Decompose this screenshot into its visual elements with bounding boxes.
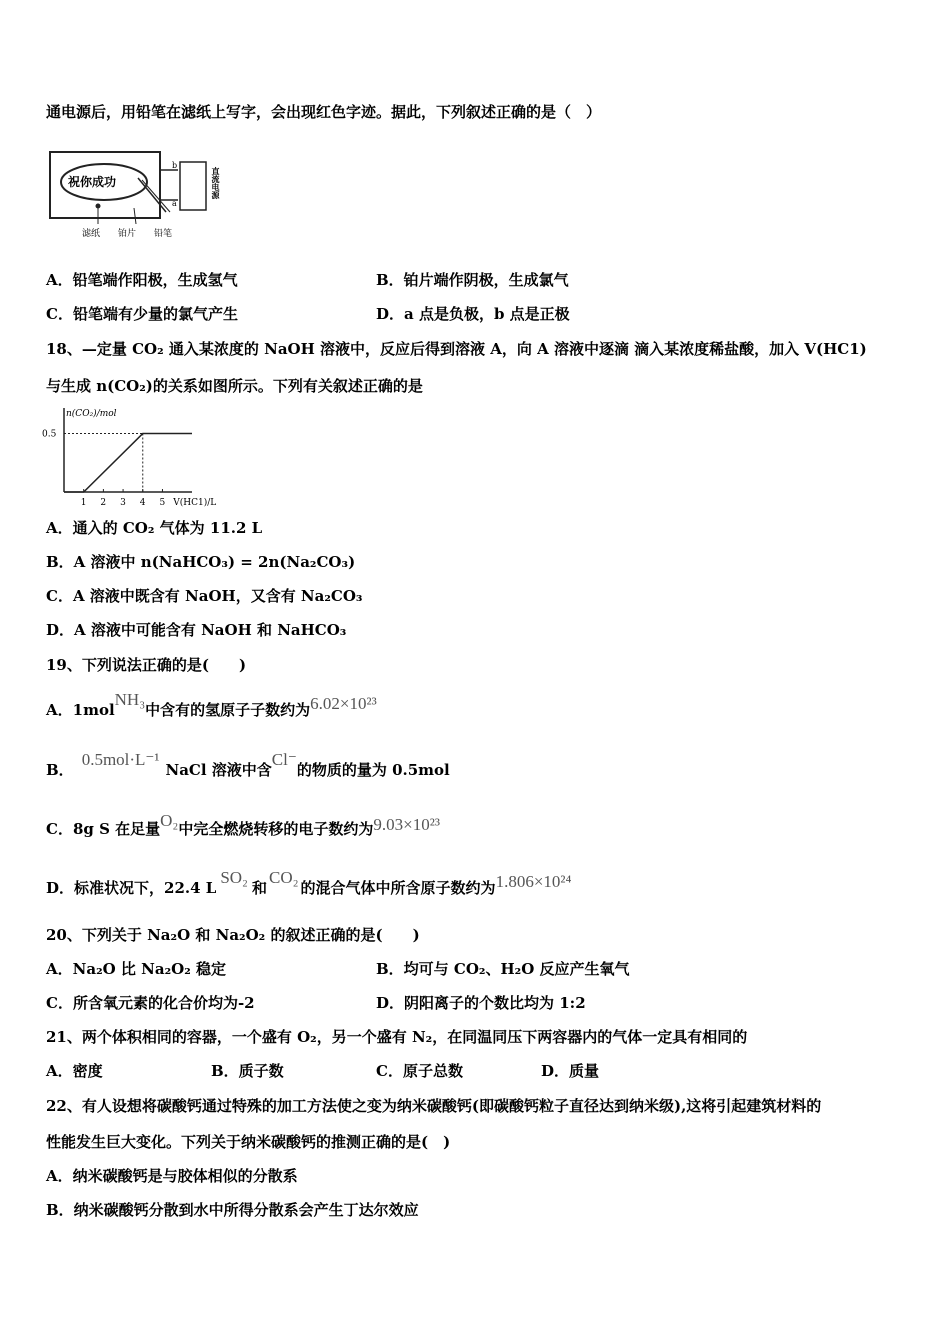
q18-option-d: D．A 溶液中可能含有 NaOH 和 NaHCO₃: [46, 621, 347, 639]
y-axis-label: n(CO₂)/mol: [66, 409, 117, 419]
q19-option-d: [46, 868, 572, 898]
y-tick-label: 0.5: [42, 429, 57, 440]
q19-option-b: [46, 750, 450, 780]
q19-b-formula-1: 0.5mol·L⁻¹: [81, 750, 160, 769]
q19-c-formula-2: 9.03×10²³: [373, 815, 440, 834]
fig-foil-label: 铂片: [118, 229, 137, 239]
q21-stem: 21、两个体积相同的容器，一个盛有 O₂，另一个盛有 N₂，在同温同压下两容器内的气体一定具有相同的: [46, 1028, 748, 1046]
q22-stem-2: 性能发生巨大变化。下列关于纳米碳酸钙的推测正确的是( ): [46, 1133, 451, 1151]
q19-d-mid: 的混合气体中所含原子数约为: [300, 879, 496, 897]
q19-d-formula-2: CO₂: [269, 868, 299, 887]
battery-label: 直流电源: [189, 167, 221, 177]
x-tick-label: 3: [120, 498, 126, 508]
q18-option-b: B．A 溶液中 n(NaHCO₃) = 2n(Na₂CO₃): [46, 553, 356, 571]
q20-option-b: B．均可与 CO₂、H₂O 反应产生氧气: [376, 960, 630, 978]
q19-d-formula-3: 1.806×10²⁴: [495, 872, 572, 891]
x-tick-label: 5: [159, 498, 166, 508]
x-tick-label: 4: [139, 498, 146, 508]
q17-option-a: A．铅笔端作阳极，生成氢气: [46, 271, 238, 289]
q19-b-formula-2: Cl⁻: [271, 750, 297, 769]
q21-option-b: B．质子数: [211, 1062, 284, 1080]
q19-a-formula-2: 6.02×10²³: [310, 694, 377, 713]
q22-stem-1: 22、有人设想将碳酸钙通过特殊的加工方法使之变为纳米碳酸钙(即碳酸钙粒子直径达到纳米级),这将引起建筑材料的: [46, 1097, 822, 1115]
q20-option-a: A．Na₂O 比 Na₂O₂ 稳定: [46, 960, 227, 978]
q19-option-c: [46, 811, 440, 839]
q18-option-a: A．通入的 CO₂ 气体为 11.2 L: [46, 519, 263, 537]
x-axis-label: V(HC1)/L: [173, 498, 217, 508]
x-tick-label: 1: [80, 498, 87, 508]
q19-d-pre: D．标准状况下，22.4 L: [46, 879, 217, 897]
q17-option-d: D．a 点是负极，b 点是正极: [376, 305, 570, 323]
fig-battery-label: [189, 166, 221, 200]
x-tick-label: 2: [100, 498, 107, 508]
q20-option-c: C．所含氧元素的化合价均为-2: [46, 994, 255, 1012]
q17-intro: 通电源后，用铅笔在滤纸上写字，会出现红色字迹。据此，下列叙述正确的是（ ）: [46, 103, 602, 121]
q22-option-a: A．纳米碳酸钙是与胶体相似的分散系: [46, 1167, 298, 1185]
q19-c-pre: C．8g S 在足量: [46, 820, 161, 838]
fig-paper-label: 滤纸: [82, 229, 101, 239]
q18-stem-2: 与生成 n(CO₂)的关系如图所示。下列有关叙述正确的是: [46, 377, 423, 395]
q19-a-mid: 中含有的氢原子子数约为: [145, 701, 311, 719]
q19-c-mid: 中完全燃烧转移的电子数约为: [178, 820, 374, 838]
q19-option-a: [46, 690, 377, 720]
q19-b-end: 的物质的量为 0.5mol: [296, 761, 450, 779]
q17-option-c: C．铅笔端有少量的氯气产生: [46, 305, 238, 323]
q19-c-formula-1: O₂: [160, 811, 179, 830]
q17-option-b: B．铂片端作阴极，生成氯气: [376, 271, 569, 289]
q22-option-b: B．纳米碳酸钙分散到水中所得分散系会产生丁达尔效应: [46, 1201, 419, 1219]
q19-b-pre: B．: [46, 761, 74, 779]
q19-d-and: 和: [251, 879, 267, 897]
series-line: [64, 434, 192, 492]
q21-option-a: A．密度: [46, 1062, 103, 1080]
q21-option-d: D．质量: [541, 1062, 600, 1080]
fig-a-label: a: [172, 199, 177, 208]
fig-b-label: b: [172, 161, 178, 170]
q20-option-d: D．阴阳离子的个数比均为 1:2: [376, 994, 586, 1012]
fig-writing: 祝你成功: [68, 175, 117, 189]
q19-b-mid: NaCl 溶液中含: [165, 761, 272, 779]
q19-a-pre: A．1mol: [46, 701, 115, 719]
q18-option-c: C．A 溶液中既含有 NaOH，又含有 Na₂CO₃: [46, 587, 363, 605]
q19-d-formula-1: SO₂: [220, 868, 248, 887]
q19-a-formula-1: NH₃: [114, 690, 146, 709]
q21-option-c: C．原子总数: [376, 1062, 463, 1080]
q18-stem-1: 18、—定量 CO₂ 通入某浓度的 NaOH 溶液中，反应后得到溶液 A，向 A 溶液中逐滴 滴入某浓度稀盐酸，加入 V(HC1): [46, 340, 867, 358]
q20-stem: 20、下列关于 Na₂O 和 Na₂O₂ 的叙述正确的是( ): [46, 926, 420, 944]
fig-pencil-label: 铅笔: [154, 229, 173, 239]
electrolysis-figure: [46, 148, 221, 240]
co2-hcl-chart: [40, 402, 217, 510]
q19-stem: 19、下列说法正确的是( ): [46, 656, 247, 674]
